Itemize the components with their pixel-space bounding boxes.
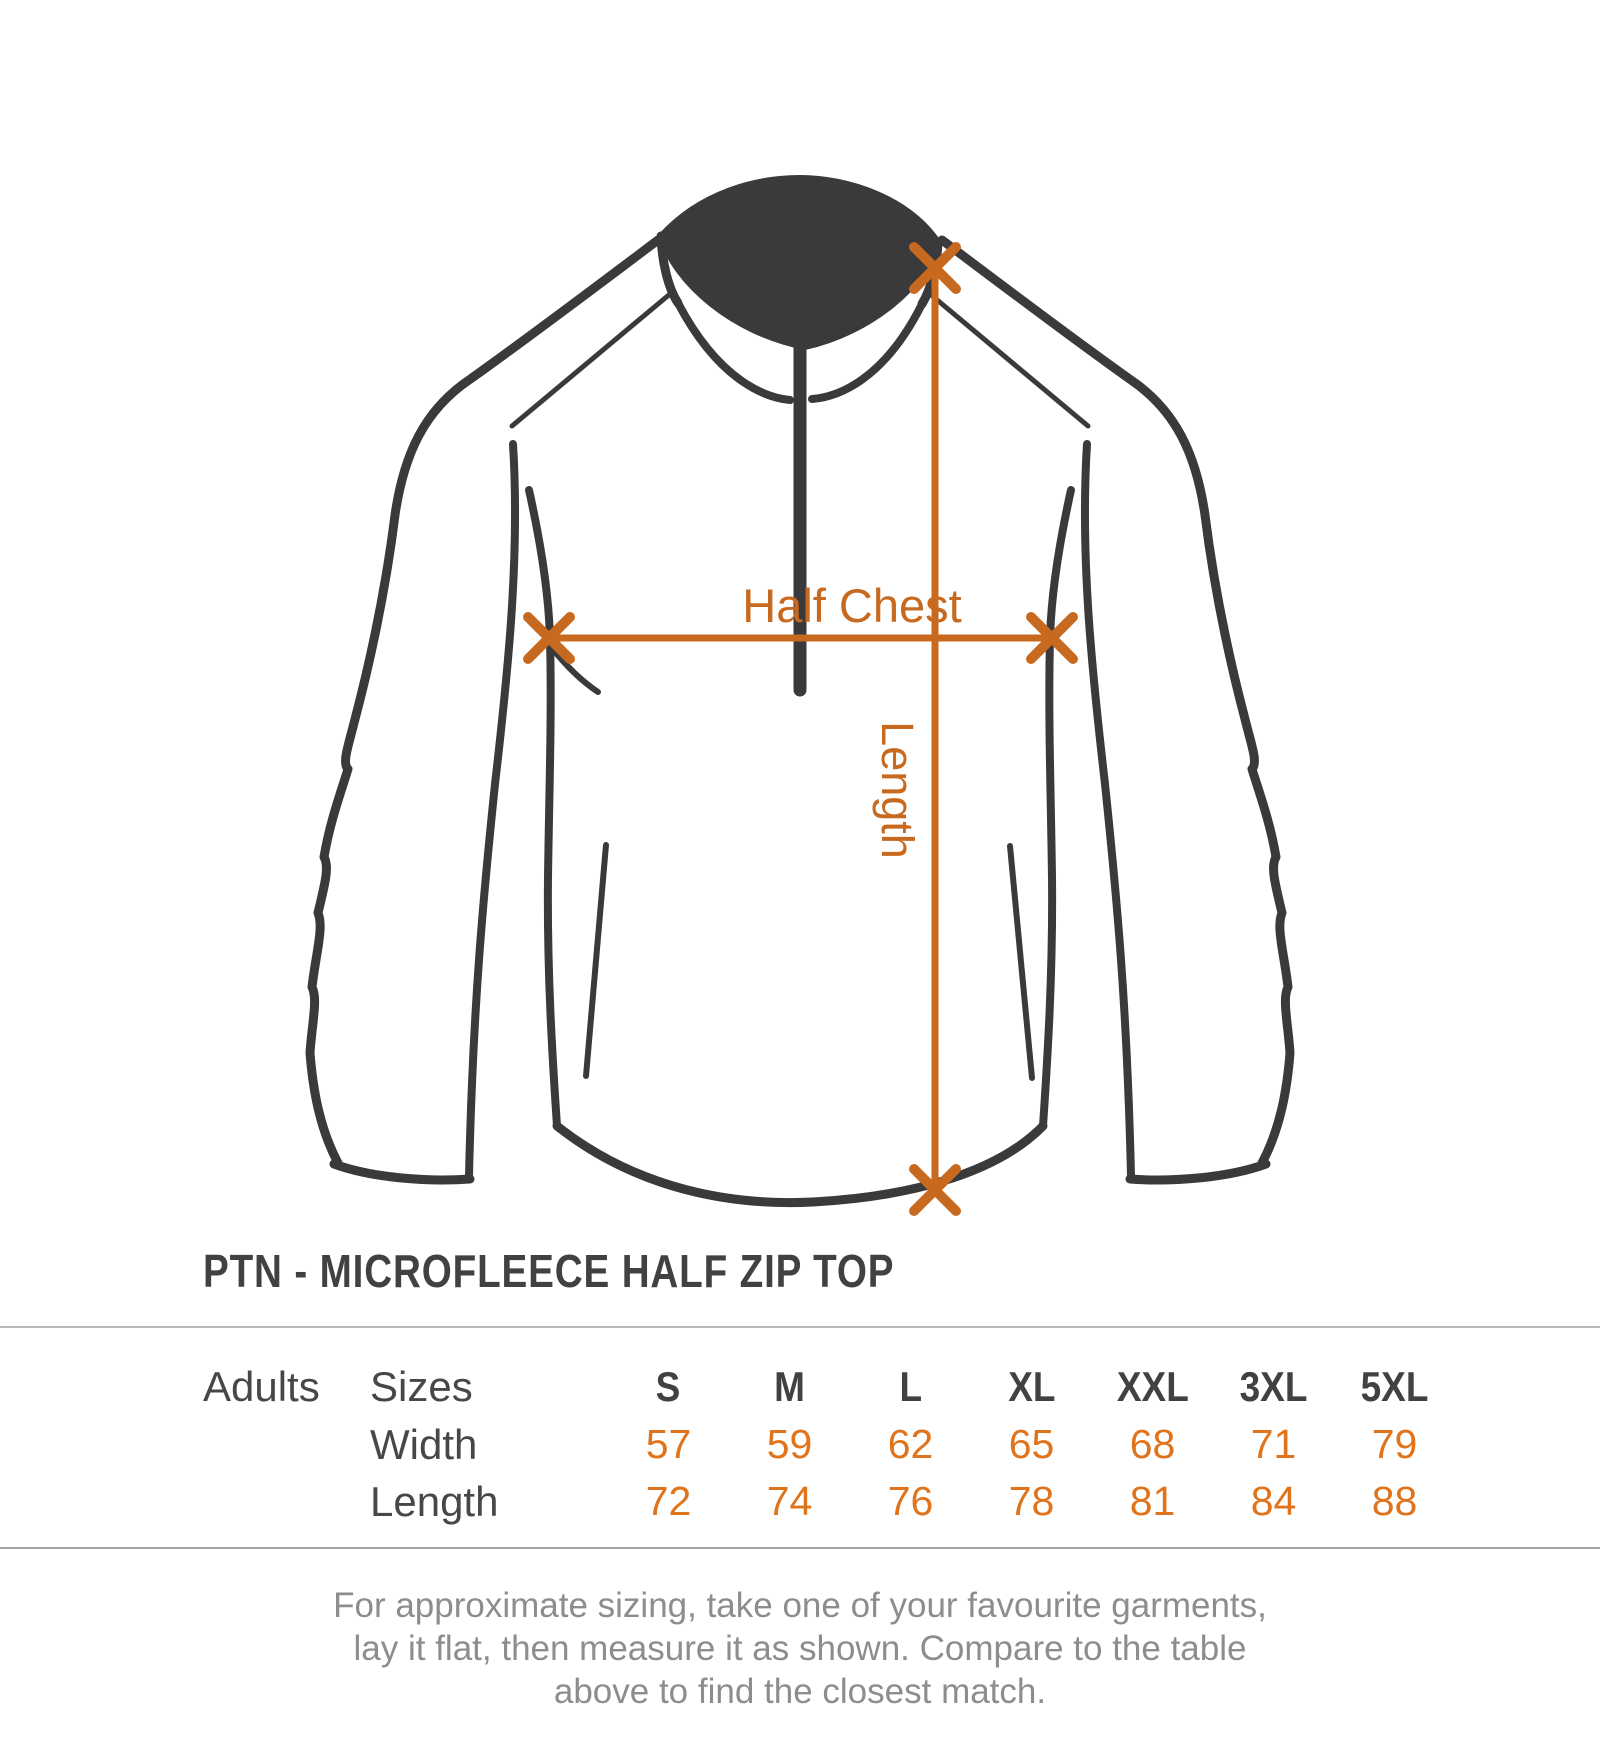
width-row-label: Width (370, 1420, 478, 1468)
width-xxl: 68 (1129, 1421, 1176, 1467)
length-row (0, 1473, 1600, 1530)
raglan-seam-left (512, 294, 670, 426)
size-col-3xl: 3XL (1239, 1363, 1308, 1410)
left-body-side (529, 490, 557, 1126)
length-xl: 78 (1008, 1478, 1055, 1524)
product-title-text: PTN - MICROFLEECE HALF ZIP TOP (203, 1245, 895, 1297)
group-label: Adults (203, 1363, 320, 1410)
left-sleeve-inner (469, 444, 515, 1176)
width-m: 59 (766, 1421, 813, 1467)
size-col-s: S (656, 1363, 681, 1410)
left-cuff (334, 1164, 470, 1180)
length-label: Length (872, 721, 923, 859)
half-chest-label: Half Chest (742, 579, 962, 632)
length-3xl: 84 (1250, 1478, 1297, 1524)
left-sleeve-outer (310, 240, 658, 1163)
right-sleeve-outer (942, 240, 1290, 1163)
size-col-xxl: XXL (1116, 1363, 1189, 1410)
length-5xl: 88 (1371, 1478, 1418, 1524)
right-sleeve-inner (1085, 444, 1131, 1176)
sizing-instructions (0, 1584, 1600, 1713)
size-col-5xl: 5XL (1360, 1363, 1429, 1410)
collar-inner-fill (661, 178, 938, 347)
length-l: 76 (887, 1478, 934, 1524)
length-row-label: Length (370, 1477, 499, 1525)
divider-bottom (0, 1547, 1600, 1549)
length-m: 74 (766, 1478, 813, 1524)
raglan-seam-right (930, 294, 1088, 426)
sizing-instructions-line-3: above to find the closest match. (553, 1672, 1047, 1711)
width-s: 57 (645, 1421, 692, 1467)
size-col-xl: XL (1007, 1363, 1056, 1410)
right-body-side (1043, 490, 1071, 1126)
length-xxl: 81 (1129, 1478, 1176, 1524)
left-pocket-slit (586, 845, 606, 1076)
bottom-hem (557, 1126, 1043, 1203)
right-pocket-slit (1010, 846, 1032, 1078)
sizes-row-label: Sizes (370, 1363, 473, 1410)
width-xl: 65 (1008, 1421, 1055, 1467)
width-l: 62 (887, 1421, 934, 1467)
sizing-instructions-line-1: For approximate sizing, take one of your favourite garments, (333, 1586, 1267, 1625)
product-title (203, 1244, 1026, 1298)
size-table (0, 1358, 1600, 1530)
width-5xl: 79 (1371, 1421, 1418, 1467)
length-s: 72 (645, 1478, 692, 1524)
size-col-l: L (899, 1363, 922, 1410)
width-row (0, 1416, 1600, 1473)
size-col-m: M (774, 1363, 805, 1410)
width-3xl: 71 (1250, 1421, 1297, 1467)
right-cuff (1130, 1164, 1266, 1180)
divider-top (0, 1326, 1600, 1328)
size-table-header-row (0, 1358, 1600, 1416)
sizing-instructions-line-2: lay it flat, then measure it as shown. Compare to the table (353, 1629, 1247, 1668)
